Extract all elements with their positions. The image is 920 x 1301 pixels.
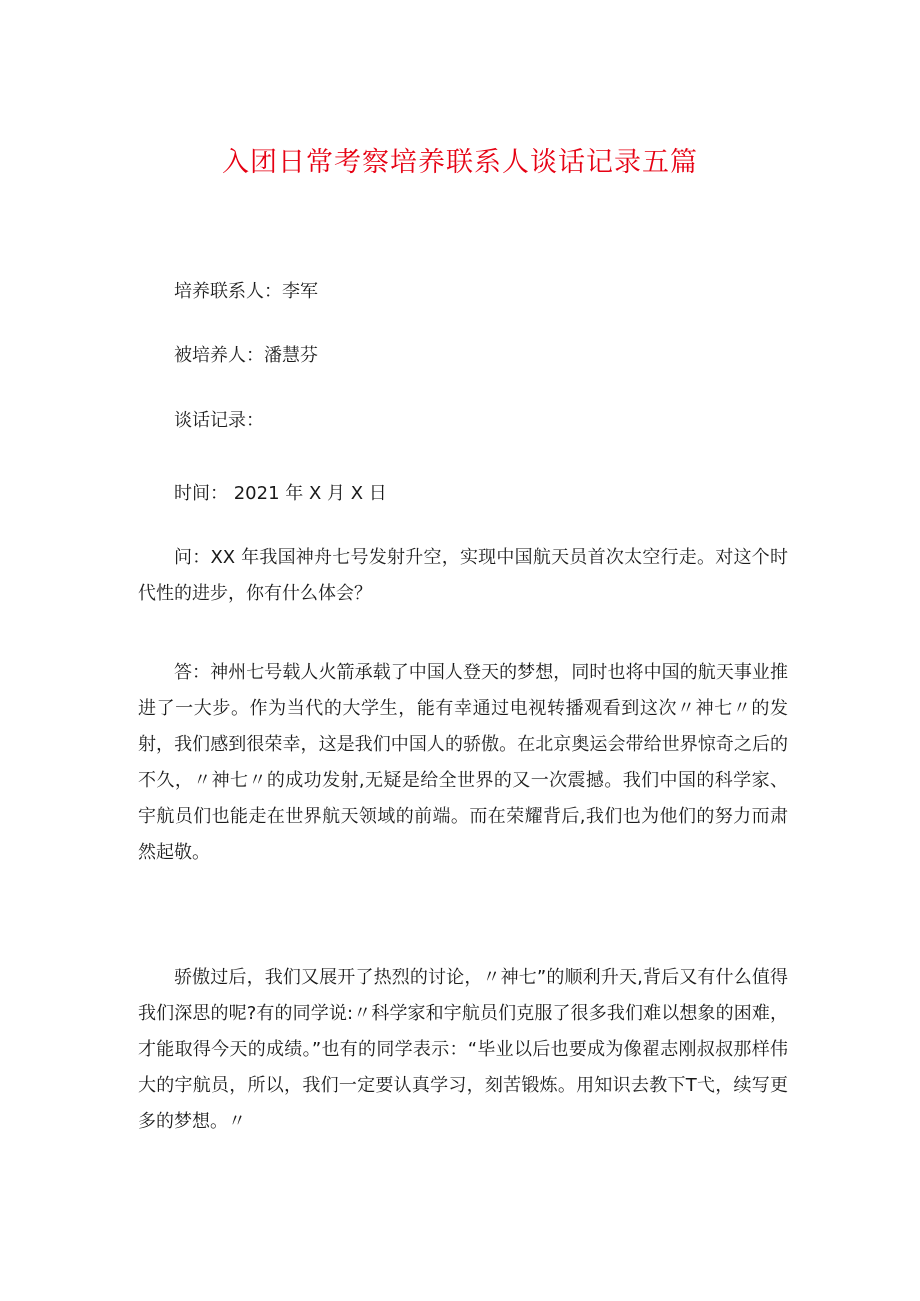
document-title: 入团日常考察培养联系人谈话记录五篇 <box>222 147 698 178</box>
answer-paragraph: 答：神州七号载人火箭承载了中国人登天的梦想，同时也将中国的航天事业推进了一大步。作为当代的大学生，能有幸通过电视转播观看到这次〃神七〃的发射，我们感到很荣幸，这是我们中国人的骄傲。在北京奥运会带给世界惊奇之后的不久，〃神七〃的成功发射,无疑是给全世界的又一次震撼。我们中国的科学家、宇航员们也能走在世界航天领域的前端。而在荣耀背后,我们也为他们的努力而肃然起敬。 <box>138 662 788 863</box>
trainee-field: 被培养人：潘慧芬 <box>174 345 318 366</box>
mentor-field: 培养联系人：李军 <box>174 281 318 302</box>
question-paragraph: 问：XX 年我国神舟七号发射升空，实现中国航天员首次太空行走。对这个时代性的进步，你有什么体会？ <box>138 547 788 604</box>
time-field: 时间： 2021 年 X 月 X 日 <box>174 483 387 504</box>
discussion-paragraph: 骄傲过后，我们又展开了热烈的讨论，〃神七”的顺利升天,背后又有什么值得我们深思的呢?有的同学说:〃科学家和宇航员们克服了很多我们难以想象的困难，才能取得今天的成绩。”也有的同学表示：“毕业以后也要成为像翟志刚叔叔那样伟大的宇航员，所以，我们一定要认真学习，刻苦锻炼。用知识去教下T弋，续写更多的梦想。〃 <box>138 967 788 1132</box>
record-label: 谈话记录： <box>174 410 264 431</box>
